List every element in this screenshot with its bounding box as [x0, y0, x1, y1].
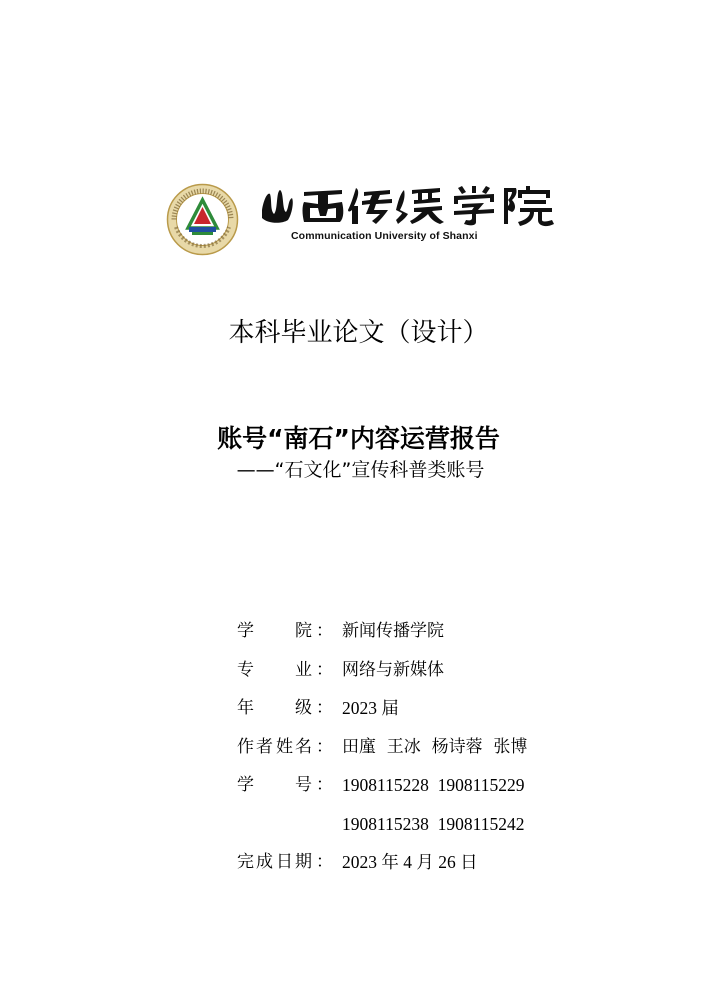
label-char: 号 — [295, 775, 312, 795]
info-row-date — [237, 847, 677, 886]
info-row-student-id-cont — [237, 809, 677, 848]
university-english-name: Communication University of Shanxi — [291, 230, 478, 242]
label-char: 日 — [276, 852, 293, 872]
info-value-student-id-cont: 1908115238 1908115242 — [342, 813, 525, 834]
label-colon: ： — [316, 621, 333, 641]
label-colon: ： — [316, 736, 333, 757]
label-char: 业 — [295, 659, 312, 680]
thesis-subtitle: ——“石文化”宣传科普类账号 — [236, 459, 485, 481]
university-seal-icon — [166, 183, 239, 256]
thesis-title: 账号“南石”内容运营报告 — [217, 424, 500, 453]
label-char: 年 — [237, 698, 254, 718]
label-char: 院 — [295, 621, 312, 641]
label-char: 作 — [237, 736, 254, 757]
label-char: 级 — [295, 698, 312, 718]
university-header — [0, 0, 707, 260]
info-value-student-id: 1908115228 1908115229 — [342, 775, 525, 795]
label-char: 学 — [237, 775, 254, 795]
label-char: 成 — [256, 852, 273, 872]
info-row-major — [237, 655, 677, 694]
info-value-grade: 2023 届 — [342, 698, 399, 718]
university-calligraphy-logo — [258, 180, 558, 228]
info-row-authors — [237, 732, 677, 771]
label-char: 者 — [256, 736, 273, 757]
info-row-grade — [237, 693, 677, 732]
label-colon: ： — [316, 659, 333, 680]
label-char: 专 — [237, 659, 254, 680]
label-colon: ： — [316, 775, 333, 795]
label-char: 姓 — [276, 736, 293, 757]
label-colon: ： — [316, 698, 333, 718]
label-char: 名 — [295, 736, 312, 757]
info-value-college: 新闻传播学院 — [342, 621, 444, 641]
label-char: 期 — [295, 852, 312, 872]
info-row-college — [237, 616, 677, 655]
info-value-date: 2023 年 4 月 26 日 — [342, 852, 478, 872]
info-value-authors: 田廑 王冰 杨诗蓉 张博 — [342, 736, 528, 757]
label-colon: ： — [316, 852, 333, 872]
info-value-major: 网络与新媒体 — [342, 659, 444, 680]
info-row-student-id — [237, 770, 677, 809]
thesis-type-heading: 本科毕业论文（设计） — [228, 318, 489, 348]
label-char: 学 — [237, 621, 254, 641]
label-char: 完 — [237, 852, 254, 872]
cover-info-table — [237, 616, 677, 886]
